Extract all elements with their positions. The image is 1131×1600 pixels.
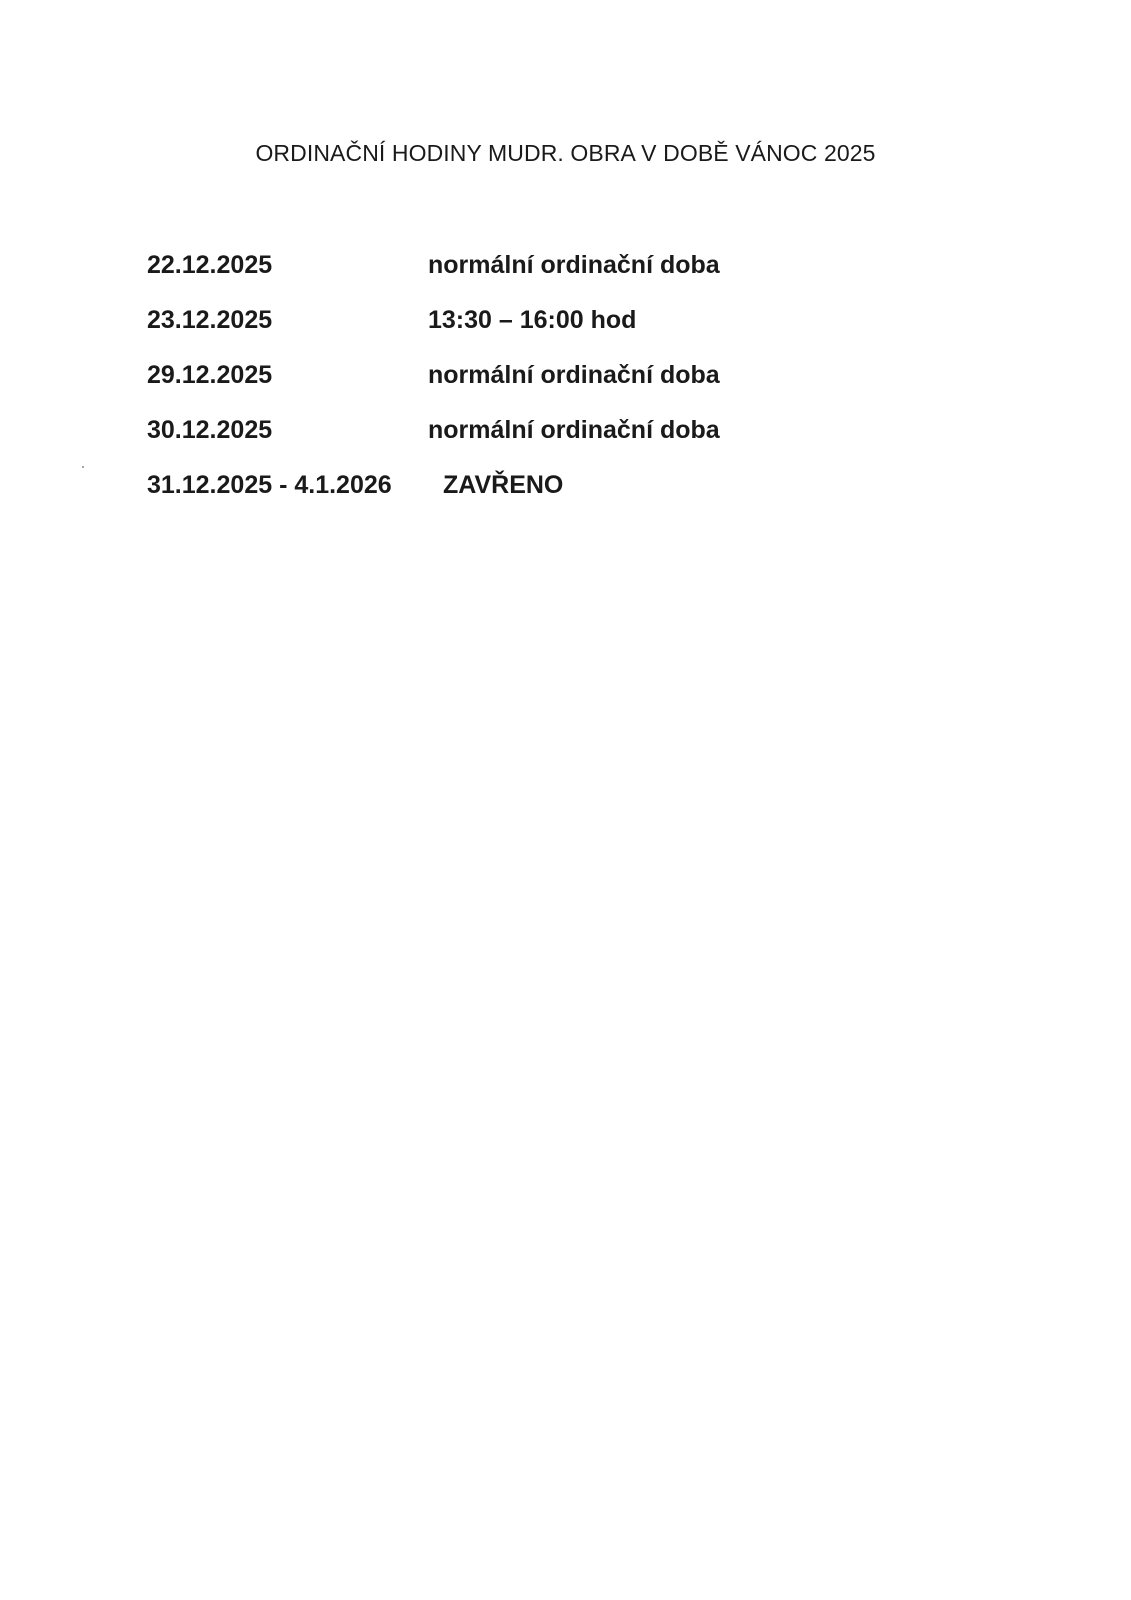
schedule-hours: ZAVŘENO — [443, 471, 564, 499]
schedule-hours: normální ordinační doba — [428, 416, 720, 444]
schedule-row — [147, 413, 847, 468]
schedule-hours: 13:30 – 16:00 hod — [428, 306, 637, 334]
schedule-date: 30.12.2025 — [147, 416, 273, 444]
schedule-row — [147, 358, 847, 413]
schedule-date: 22.12.2025 — [147, 251, 273, 279]
schedule-row — [147, 303, 847, 358]
schedule-row — [147, 468, 847, 523]
scan-speck — [82, 466, 84, 468]
schedule-date: 31.12.2025 - 4.1.2026 — [147, 471, 392, 499]
schedule-hours: normální ordinační doba — [428, 361, 720, 389]
schedule-hours: normální ordinační doba — [428, 251, 720, 279]
schedule-date: 29.12.2025 — [147, 361, 273, 389]
schedule-row — [147, 248, 847, 303]
page-title: ORDINAČNÍ HODINY MUDR. OBRA V DOBĚ VÁNOC 2025 — [255, 140, 876, 166]
schedule-date: 23.12.2025 — [147, 306, 273, 334]
schedule-list — [147, 248, 847, 523]
